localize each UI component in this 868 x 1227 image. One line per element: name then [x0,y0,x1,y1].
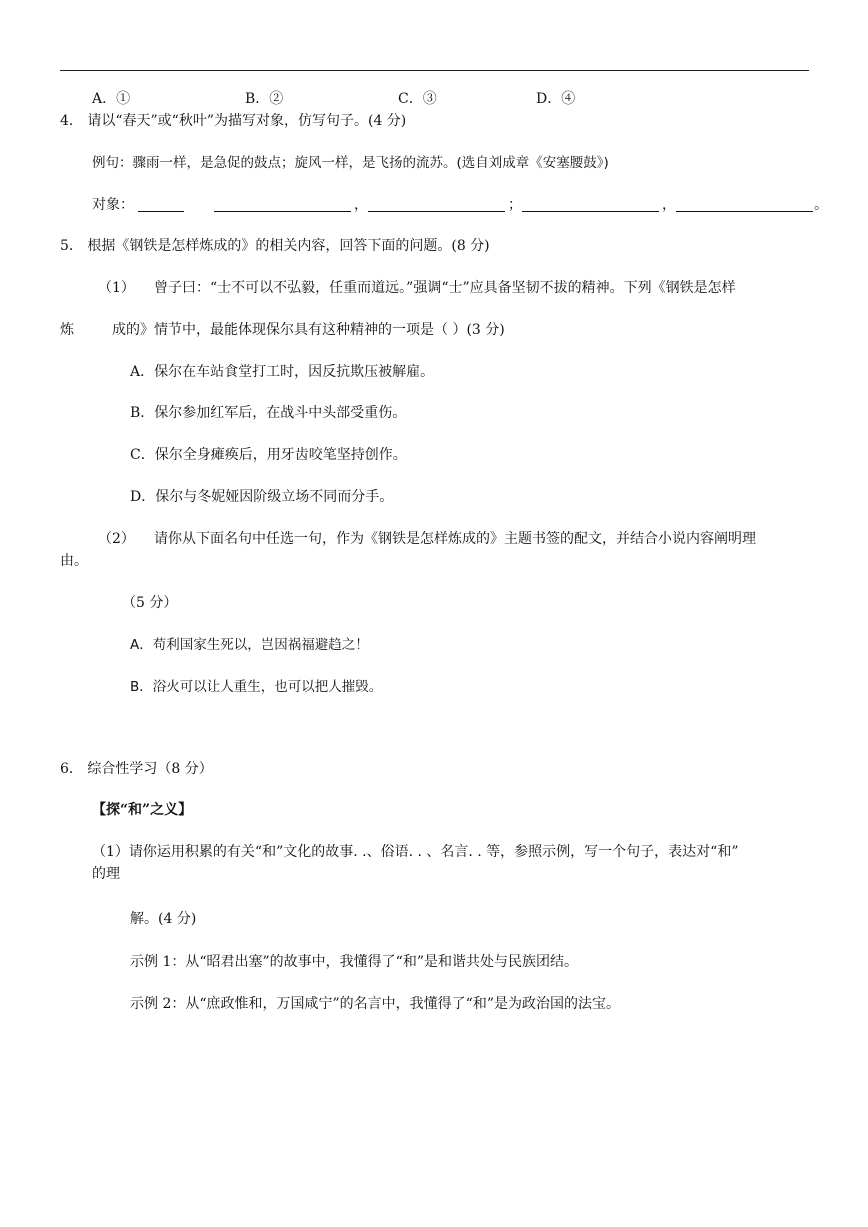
q5-part1-number: （1） [98,280,135,296]
q6-part1-cont: 的理 [92,866,120,882]
q5-quote-b: B．浴火可以让人重生，也可以把人摧毁。 [130,679,383,695]
q5-part1-cont-a: 炼 [60,322,74,338]
q6-heading: 【探“和”之义】 [92,802,193,818]
q5-part2-text: 请你从下面名句中任选一句，作为《钢铁是怎样炼成的》主题书签的配文，并结合小说内容阐明理 [154,531,756,547]
q4-end: 。 [814,197,828,213]
q5-quote-a: A．苟利国家生死以，岂因祸福避趋之！ [130,637,369,653]
q5-part1-cont-b: 成的》情节中，最能体现保尔具有这种精神的一项是（ ）(3 分) [112,322,505,338]
choice-c: C．③ [398,91,437,107]
q4-example: 例句：骤雨一样，是急促的鼓点；旋风一样，是飞扬的流苏。(选自刘成章《安塞腰鼓》) [92,155,609,171]
choice-a: A．① [92,91,131,107]
choice-d: D．④ [536,91,576,107]
q6-part1-cont2: 解。(4 分) [130,911,197,927]
q6-example-1: 示例 1：从“昭君出塞”的故事中，我懂得了“和”是和谐共处与民族团结。 [130,954,578,970]
q6-part1-text: （1）请你运用积累的有关“和”文化的故事. .、俗语. . 、名言. . 等，参照示例，写一个句子，表达对“和” [92,844,739,860]
choice-b: B．② [245,91,284,107]
q4-sep-1: ， [354,197,368,213]
q4-blank-object[interactable] [138,211,184,212]
q4-blank-4[interactable] [676,211,813,212]
q5-option-d: D．保尔与冬妮娅因阶级立场不同而分手。 [130,489,394,505]
q5-stem: 5． 根据《钢铁是怎样炼成的》的相关内容，回答下面的问题。(8 分) [60,238,490,254]
q4-sep-3: ， [662,197,676,213]
q4-stem: 4． 请以“春天”或“秋叶”为描写对象，仿写句子。(4 分) [60,113,407,129]
q5-option-b: B．保尔参加红军后，在战斗中头部受重伤。 [130,405,407,421]
q5-part2-number: （2） [98,531,135,547]
q4-blank-3[interactable] [522,211,659,212]
q5-option-a: A．保尔在车站食堂打工时，因反抗欺压被解雇。 [130,364,435,380]
q5-option-c: C．保尔全身瘫痪后，用牙齿咬笔坚持创作。 [130,447,407,463]
q5-part1-text: 曾子曰：“士不可以不弘毅，任重而道远。”强调“士”应具备坚韧不拔的精神。下列《钢铁是怎样 [154,280,736,296]
q4-blank-2[interactable] [368,211,505,212]
header-rule [60,70,809,71]
q6-example-2: 示例 2：从“庶政惟和，万国咸宁”的名言中，我懂得了“和”是为政治国的法宝。 [130,996,620,1012]
q4-object-label: 对象： [92,197,134,213]
q5-part2-cont: 由。 [60,553,88,569]
q6-stem: 6． 综合性学习（8 分） [60,761,213,777]
q4-sep-2: ； [508,197,522,213]
q5-part2-score: （5 分） [122,595,178,611]
q4-blank-1[interactable] [214,211,351,212]
